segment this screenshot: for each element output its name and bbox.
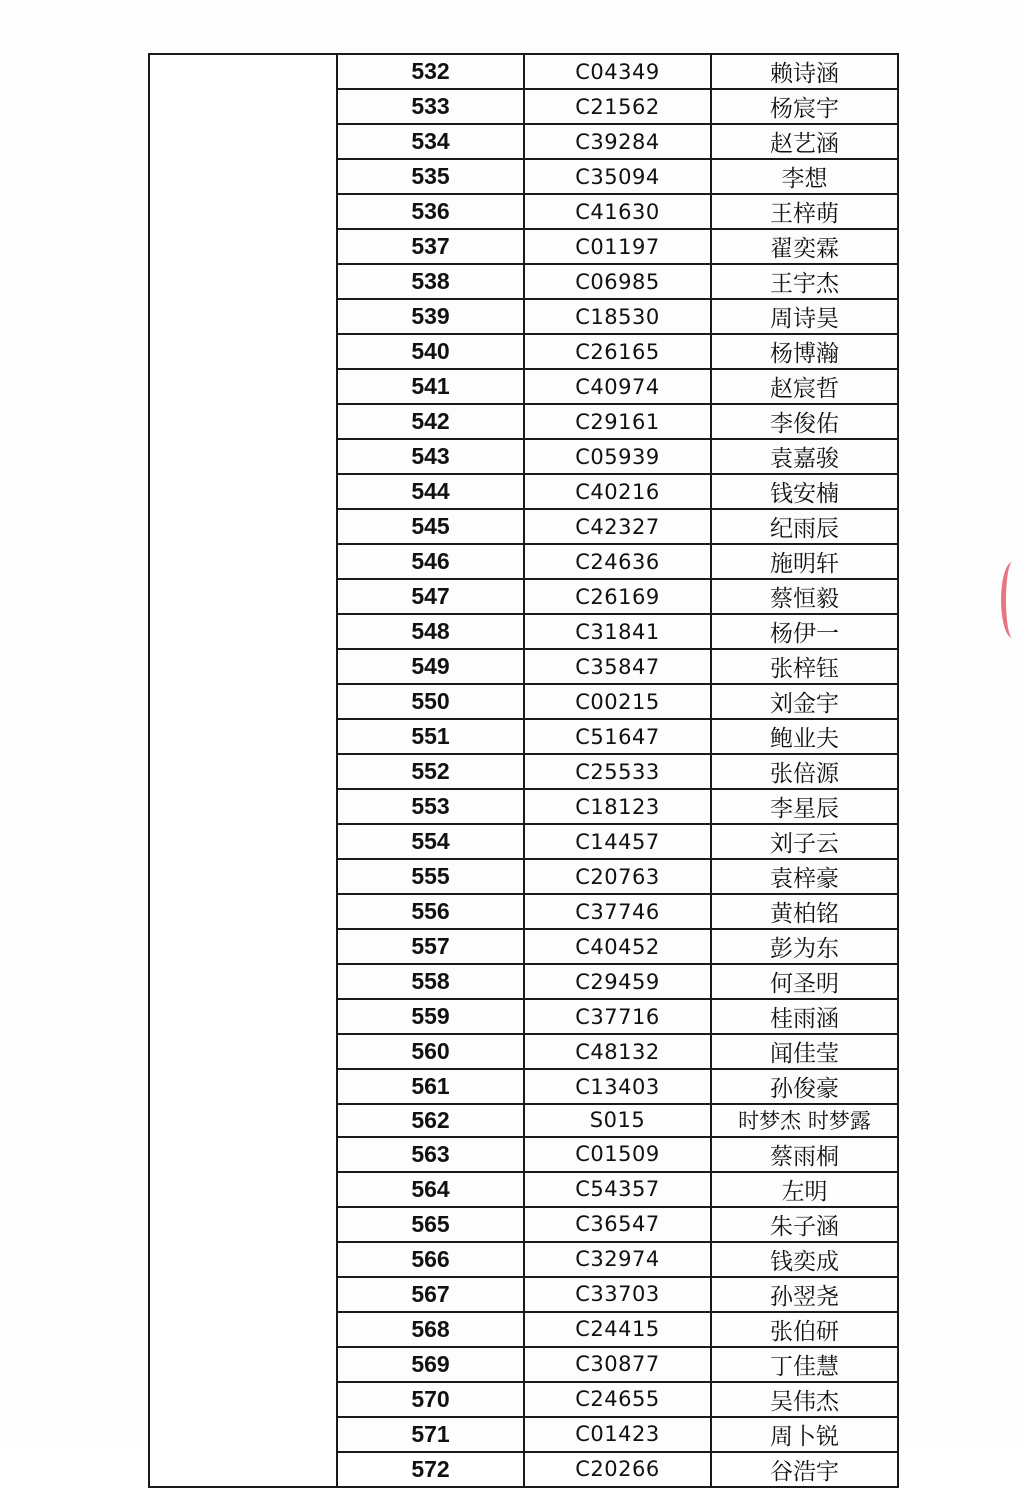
name-cell: 孙俊豪 — [711, 1069, 898, 1104]
row-number-cell: 535 — [337, 159, 524, 194]
row-number-cell: 551 — [337, 719, 524, 754]
name-cell: 丁佳慧 — [711, 1347, 898, 1382]
row-number-cell: 532 — [337, 54, 524, 89]
code-cell: C18530 — [524, 299, 711, 334]
code-cell: C29459 — [524, 964, 711, 999]
row-number-cell: 549 — [337, 649, 524, 684]
row-number-cell: 558 — [337, 964, 524, 999]
code-cell: C24655 — [524, 1382, 711, 1417]
name-cell: 李俊佑 — [711, 404, 898, 439]
code-cell: C26169 — [524, 579, 711, 614]
name-cell: 时梦杰 时梦露 — [711, 1104, 898, 1137]
name-cell: 杨博瀚 — [711, 334, 898, 369]
row-number-cell: 534 — [337, 124, 524, 159]
row-number-cell: 545 — [337, 509, 524, 544]
name-cell: 朱子涵 — [711, 1207, 898, 1242]
blank-merged-cell — [149, 54, 337, 1487]
code-cell: C04349 — [524, 54, 711, 89]
code-cell: C42327 — [524, 509, 711, 544]
name-cell: 蔡雨桐 — [711, 1137, 898, 1172]
code-cell: C01509 — [524, 1137, 711, 1172]
row-number-cell: 553 — [337, 789, 524, 824]
code-cell: C25533 — [524, 754, 711, 789]
row-number-cell: 539 — [337, 299, 524, 334]
code-cell: C24415 — [524, 1312, 711, 1347]
row-number-cell: 548 — [337, 614, 524, 649]
name-cell: 张倍源 — [711, 754, 898, 789]
name-cell: 翟奕霖 — [711, 229, 898, 264]
row-number-cell: 567 — [337, 1277, 524, 1312]
row-number-cell: 569 — [337, 1347, 524, 1382]
code-cell: S015 — [524, 1104, 711, 1137]
row-number-cell: 570 — [337, 1382, 524, 1417]
red-seal-edge — [1001, 562, 1024, 638]
code-cell: C37716 — [524, 999, 711, 1034]
row-number-cell: 556 — [337, 894, 524, 929]
code-cell: C36547 — [524, 1207, 711, 1242]
code-cell: C29161 — [524, 404, 711, 439]
code-cell: C40452 — [524, 929, 711, 964]
row-number-cell: 536 — [337, 194, 524, 229]
code-cell: C05939 — [524, 439, 711, 474]
name-cell: 周卜锐 — [711, 1417, 898, 1452]
row-number-cell: 561 — [337, 1069, 524, 1104]
name-cell: 施明轩 — [711, 544, 898, 579]
row-number-cell: 562 — [337, 1104, 524, 1137]
row-number-cell: 559 — [337, 999, 524, 1034]
code-cell: C18123 — [524, 789, 711, 824]
name-cell: 周诗昊 — [711, 299, 898, 334]
name-cell: 纪雨辰 — [711, 509, 898, 544]
name-cell: 李星辰 — [711, 789, 898, 824]
name-cell: 彭为东 — [711, 929, 898, 964]
row-number-cell: 542 — [337, 404, 524, 439]
code-cell: C41630 — [524, 194, 711, 229]
row-number-cell: 568 — [337, 1312, 524, 1347]
name-cell: 刘子云 — [711, 824, 898, 859]
name-cell: 吴伟杰 — [711, 1382, 898, 1417]
code-cell: C40216 — [524, 474, 711, 509]
row-number-cell: 538 — [337, 264, 524, 299]
row-number-cell: 552 — [337, 754, 524, 789]
name-cell: 何圣明 — [711, 964, 898, 999]
code-cell: C21562 — [524, 89, 711, 124]
row-number-cell: 560 — [337, 1034, 524, 1069]
row-number-cell: 550 — [337, 684, 524, 719]
row-number-cell: 564 — [337, 1172, 524, 1207]
row-number-cell: 565 — [337, 1207, 524, 1242]
code-cell: C01197 — [524, 229, 711, 264]
row-number-cell: 543 — [337, 439, 524, 474]
row-number-cell: 572 — [337, 1452, 524, 1487]
code-cell: C30877 — [524, 1347, 711, 1382]
row-number-cell: 563 — [337, 1137, 524, 1172]
code-cell: C48132 — [524, 1034, 711, 1069]
code-cell: C37746 — [524, 894, 711, 929]
code-cell: C14457 — [524, 824, 711, 859]
name-cell: 钱安楠 — [711, 474, 898, 509]
name-cell: 王梓萌 — [711, 194, 898, 229]
code-cell: C51647 — [524, 719, 711, 754]
name-cell: 左明 — [711, 1172, 898, 1207]
code-cell: C54357 — [524, 1172, 711, 1207]
row-number-cell: 555 — [337, 859, 524, 894]
code-cell: C35847 — [524, 649, 711, 684]
row-number-cell: 537 — [337, 229, 524, 264]
row-number-cell: 546 — [337, 544, 524, 579]
name-cell: 王宇杰 — [711, 264, 898, 299]
code-cell: C31841 — [524, 614, 711, 649]
code-cell: C39284 — [524, 124, 711, 159]
row-number-cell: 557 — [337, 929, 524, 964]
roster-table-body — [149, 54, 898, 1487]
code-cell: C06985 — [524, 264, 711, 299]
code-cell: C32974 — [524, 1242, 711, 1277]
row-number-cell: 544 — [337, 474, 524, 509]
row-number-cell: 566 — [337, 1242, 524, 1277]
row-number-cell: 554 — [337, 824, 524, 859]
name-cell: 蔡恒毅 — [711, 579, 898, 614]
code-cell: C01423 — [524, 1417, 711, 1452]
name-cell: 赵艺涵 — [711, 124, 898, 159]
code-cell: C40974 — [524, 369, 711, 404]
name-cell: 黄柏铭 — [711, 894, 898, 929]
name-cell: 闻佳莹 — [711, 1034, 898, 1069]
row-number-cell: 540 — [337, 334, 524, 369]
code-cell: C35094 — [524, 159, 711, 194]
name-cell: 张梓钰 — [711, 649, 898, 684]
name-cell: 谷浩宇 — [711, 1452, 898, 1487]
row-number-cell: 541 — [337, 369, 524, 404]
row-number-cell: 547 — [337, 579, 524, 614]
name-cell: 李想 — [711, 159, 898, 194]
code-cell: C00215 — [524, 684, 711, 719]
row-number-cell: 533 — [337, 89, 524, 124]
name-cell: 袁梓豪 — [711, 859, 898, 894]
code-cell: C13403 — [524, 1069, 711, 1104]
code-cell: C26165 — [524, 334, 711, 369]
name-cell: 张伯研 — [711, 1312, 898, 1347]
name-cell: 刘金宇 — [711, 684, 898, 719]
name-cell: 赖诗涵 — [711, 54, 898, 89]
code-cell: C33703 — [524, 1277, 711, 1312]
code-cell: C20763 — [524, 859, 711, 894]
code-cell: C20266 — [524, 1452, 711, 1487]
roster-table — [148, 53, 899, 1488]
name-cell: 孙翌尧 — [711, 1277, 898, 1312]
name-cell: 桂雨涵 — [711, 999, 898, 1034]
table-row — [149, 54, 898, 89]
name-cell: 鲍业夫 — [711, 719, 898, 754]
name-cell: 赵宸哲 — [711, 369, 898, 404]
row-number-cell: 571 — [337, 1417, 524, 1452]
code-cell: C24636 — [524, 544, 711, 579]
name-cell: 钱奕成 — [711, 1242, 898, 1277]
name-cell: 袁嘉骏 — [711, 439, 898, 474]
name-cell: 杨宸宇 — [711, 89, 898, 124]
name-cell: 杨伊一 — [711, 614, 898, 649]
